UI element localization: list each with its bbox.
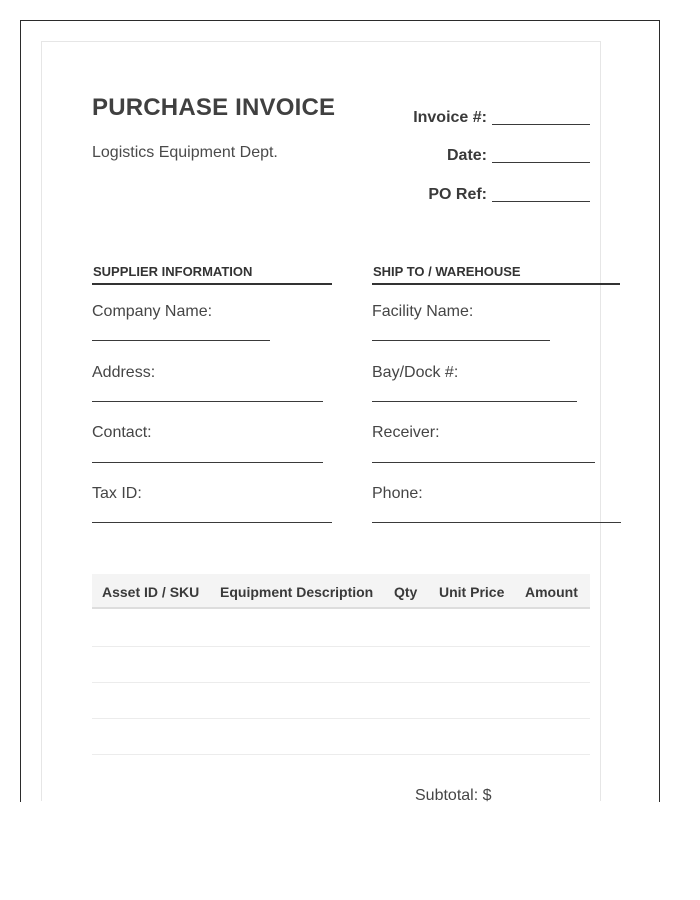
supplier-heading: SUPPLIER INFORMATION — [92, 264, 332, 285]
supplier-tax-id-label: Tax ID: — [92, 485, 142, 502]
table-row[interactable] — [92, 647, 590, 683]
table-row[interactable] — [92, 719, 590, 755]
supplier-contact-blank[interactable] — [92, 462, 323, 463]
column-unit-price: Unit Price — [439, 584, 505, 600]
invoice-number-blank[interactable] — [492, 110, 590, 125]
date-field[interactable] — [447, 147, 590, 165]
po-ref-field[interactable] — [428, 186, 590, 204]
supplier-company-name-label: Company Name: — [92, 303, 213, 320]
ship-to-facility-name-blank[interactable] — [372, 340, 550, 341]
table-row[interactable] — [92, 683, 590, 719]
po-ref-blank[interactable] — [492, 187, 590, 202]
ship-to-phone-blank[interactable] — [372, 522, 621, 523]
table-row[interactable] — [92, 611, 590, 647]
ship-to-receiver-label: Receiver: — [372, 424, 440, 441]
supplier-contact-label: Contact: — [92, 424, 152, 441]
date-label: Date: — [446, 147, 487, 164]
supplier-company-name-blank[interactable] — [92, 340, 270, 341]
invoice-number-label: Invoice #: — [413, 109, 487, 126]
page-title: PURCHASE INVOICE — [92, 94, 336, 121]
column-equipment-description: Equipment Description — [220, 584, 374, 600]
supplier-address-blank[interactable] — [92, 401, 323, 402]
ship-to-facility-name-label: Facility Name: — [372, 303, 474, 320]
column-asset-id-sku: Asset ID / SKU — [102, 584, 200, 600]
ship-to-bay-dock-label: Bay/Dock #: — [372, 364, 459, 381]
column-amount: Amount — [525, 584, 578, 600]
ship-to-bay-dock-blank[interactable] — [372, 401, 577, 402]
subtotal-label: Subtotal: $ — [415, 787, 492, 804]
ship-to-heading: SHIP TO / WAREHOUSE — [372, 264, 620, 285]
items-table-header — [92, 574, 590, 609]
date-blank[interactable] — [492, 148, 590, 163]
ship-to-phone-label: Phone: — [372, 485, 423, 502]
column-qty: Qty — [394, 584, 418, 600]
ship-to-receiver-blank[interactable] — [372, 462, 595, 463]
invoice-number-field[interactable] — [413, 109, 590, 127]
supplier-tax-id-blank[interactable] — [92, 522, 332, 523]
department-subtitle: Logistics Equipment Dept. — [92, 144, 278, 161]
supplier-address-label: Address: — [92, 364, 156, 381]
po-ref-label: PO Ref: — [428, 186, 487, 203]
